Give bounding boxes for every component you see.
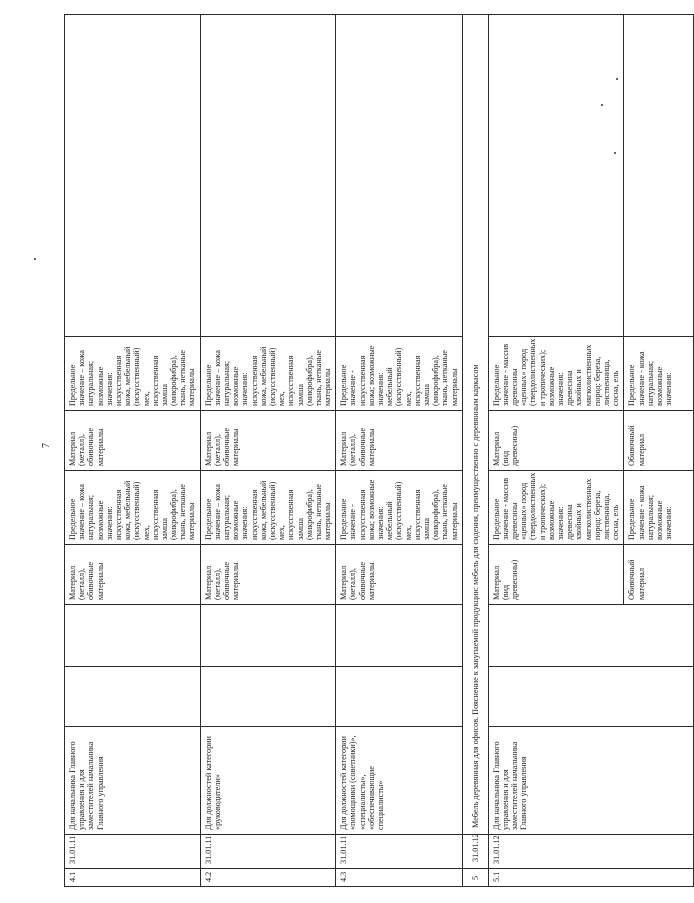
characteristic-value: Предельное значение - кожа натуральная; возможные значения: [624,471,694,545]
characteristic-value: Предельное значение - кожа натуральная; возможные значения: [624,337,694,411]
characteristic-value: Предельное значение - массив древесины «ценных» пород (твердолиственных и тропических); возможные значения: древесина хвойных и мягколиственных пород: береза, лиственница, сосна, ель [488,337,624,411]
characteristic-value: Предельное значение – кожа натуральная; возможные значения: искусственная кожа, мебельный (искусственный) мех, искусственная замша (микрофибра), ткань, нетканые материалы [200,337,336,411]
characteristic-name: Материал (металл), обивочные материалы [200,411,336,471]
position-category: Для начальника Главного управления и для заместителей начальника Главного управления [65,727,201,835]
position-category: Для должностей категории «руководители» [200,727,336,835]
characteristic-name: Материал (металл), обивочные материалы [65,411,201,471]
characteristic-value: Предельное значение – кожа натуральная; возможные значения: искусственная кожа, мебельный (искусственный) мех, искусственная замша (микрофибра), ткань, нетканые материалы [65,471,201,545]
empty-cell [65,667,201,727]
empty-cell [336,667,462,727]
position-category: Для должностей категории «помощники (советники)», «специалисты», «обеспечивающие специалисты» [336,727,462,835]
row-number: 4.2 [200,869,336,887]
empty-cell [488,15,624,337]
okpd-code: 31.01.11 [336,835,462,869]
table-row [65,15,201,887]
okpd-code: 31.01.12 [462,835,488,869]
empty-cell [624,15,694,337]
characteristic-value: Предельное значение - массив древесины «ценных» пород (твердолиственных и тропических); возможные значения: древесина хвойных и мягколиственных пород: береза, лиственница, сосна, ель [488,471,624,545]
characteristic-name: Материал (металл), обивочные материалы [336,545,462,605]
row-number: 5.1 [488,869,694,887]
empty-cell [200,667,336,727]
characteristic-name: Материал (вид древесины) [488,411,624,471]
position-category: Для начальника Главного управления и для заместителей начальника Главного управления [488,727,694,835]
scan-speck [614,152,616,154]
table-row [488,15,624,887]
row-number: 4.1 [65,869,201,887]
requirements-table [64,14,694,887]
characteristic-name: Обивочный материал [624,411,694,471]
page-number: 7 [41,443,52,448]
okpd-code: 31.01.12 [488,835,694,869]
empty-cell [336,15,462,337]
okpd-code: 31.01.11 [65,835,201,869]
empty-cell [200,605,336,667]
table-row [336,15,462,887]
characteristic-name: Обивочный материал [624,545,694,605]
characteristic-name: Материал (металл), обивочные материалы [200,545,336,605]
characteristic-value: Предельное значение – кожа натуральная; возможные значения: искусственная кожа, мебельный (искусственный) мех, искусственная замша (микрофибра), ткань, нетканые материалы [200,471,336,545]
scan-speck [616,78,618,80]
row-number: 5 [462,869,488,887]
section-note: Мебель деревянная для офисов. Пояснение к закупаемой продукции: мебель для сидения, преимущественно с деревянным каркасом [462,15,488,835]
table-row [462,15,488,887]
characteristic-name: Материал (металл), обивочные материалы [336,411,462,471]
row-number: 4.3 [336,869,462,887]
empty-cell [488,605,694,667]
characteristic-name: Материал (вид древесины) [488,545,624,605]
okpd-code: 31.01.11 [200,835,336,869]
characteristic-name: Материал (металл), обивочные материалы [65,545,201,605]
empty-cell [488,667,694,727]
characteristic-value: Предельное значение – кожа натуральная; возможные значения: искусственная кожа, мебельный (искусственный) мех, искусственная замша (микрофибра), ткань, нетканые материалы [65,337,201,411]
scan-speck [34,258,36,260]
empty-cell [65,605,201,667]
empty-cell [200,15,336,337]
table-row [200,15,336,887]
characteristic-value: Предельное значение - искусственная кожа; возможные значения: мебельный (искусственный) мех, искусственная замша (микрофибра), ткань, нетканые материалы [336,337,462,411]
rotated-page [64,14,674,887]
empty-cell [65,15,201,337]
empty-cell [336,605,462,667]
scan-speck [601,104,603,106]
characteristic-value: Предельное значение - искусственная кожа; возможные значения: мебельный (искусственный) мех, искусственная замша (микрофибра), ткань, нетканые материалы [336,471,462,545]
